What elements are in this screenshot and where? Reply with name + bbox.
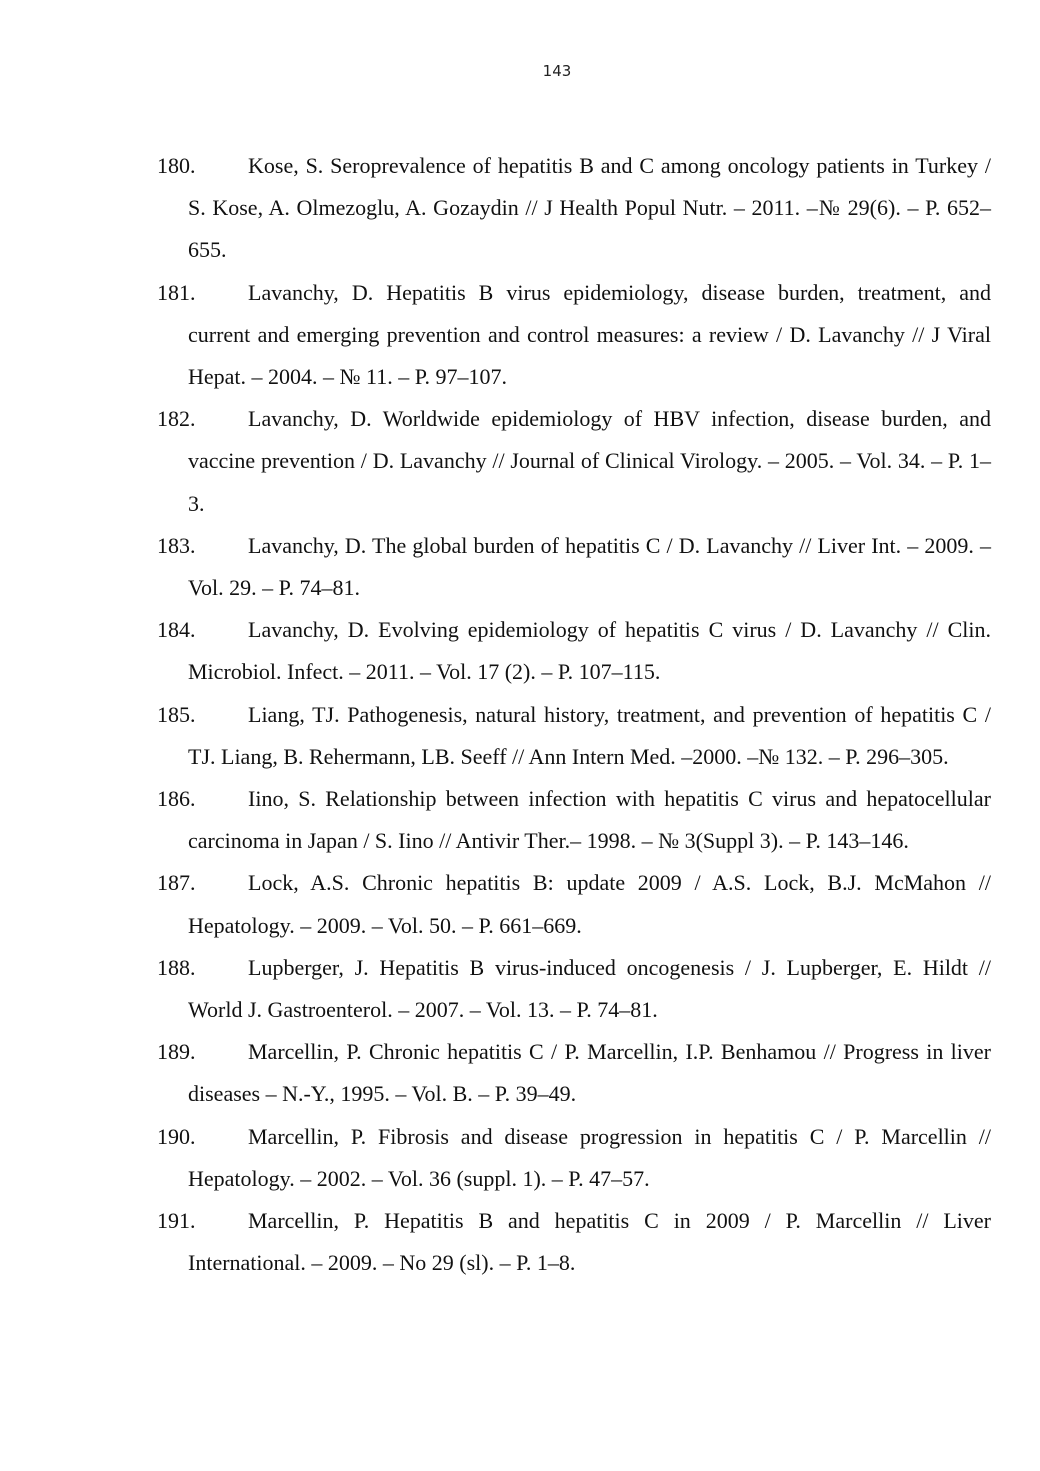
- reference-number: 187.: [157, 870, 196, 896]
- reference-item: [157, 778, 991, 862]
- page-number: 143: [542, 62, 572, 80]
- reference-item: [157, 272, 991, 399]
- reference-number: 182.: [157, 406, 196, 432]
- reference-number: 186.: [157, 786, 196, 812]
- reference-text: Lavanchy, D. The global burden of hepatitis C / D. Lavanchy // Liver Int. – 2009. – Vol. 29. – P. 74–81.: [188, 532, 991, 601]
- reference-item: [157, 1116, 991, 1200]
- reference-text: Lavanchy, D. Worldwide epidemiology of HBV infection, disease burden, and vaccine prevention / D. Lavanchy // Journal of Clinical Virology. – 2005. – Vol. 34. – P. 1–3.: [188, 406, 991, 516]
- reference-text: Marcellin, P. Hepatitis B and hepatitis C in 2009 / P. Marcellin // Liver International. – 2009. – No 29 (sl). – P. 1–8.: [188, 1208, 991, 1276]
- reference-item: [157, 398, 991, 525]
- reference-number: 188.: [157, 954, 196, 980]
- reference-item: [157, 694, 991, 778]
- reference-item: [157, 947, 991, 1031]
- reference-text: Liang, TJ. Pathogenesis, natural history, treatment, and prevention of hepatitis C / TJ. Liang, B. Rehermann, LB. Seeff // Ann Intern Med. –2000. –№ 132. – P. 296–305.: [188, 701, 991, 769]
- reference-number: 181.: [157, 279, 196, 305]
- reference-number: 190.: [157, 1123, 196, 1149]
- reference-number: 183.: [157, 532, 196, 558]
- reference-number: 180.: [157, 153, 196, 178]
- reference-list: [157, 145, 991, 1284]
- reference-item: [157, 1200, 991, 1284]
- reference-text: Lupberger, J. Hepatitis B virus-induced oncogenesis / J. Lupberger, E. Hildt // World J. Gastroenterol. – 2007. – Vol. 13. – P. 74–81.: [188, 954, 991, 1023]
- reference-number: 191.: [157, 1208, 196, 1234]
- reference-number: 184.: [157, 617, 196, 643]
- reference-text: Marcellin, P. Fibrosis and disease progression in hepatitis C / P. Marcellin // Hepatology. – 2002. – Vol. 36 (suppl. 1). – P. 47–57.: [188, 1123, 991, 1191]
- reference-item: [157, 1031, 991, 1115]
- reference-item: [157, 145, 991, 272]
- reference-text: Kose, S. Seroprevalence of hepatitis B and C among oncology patients in Turkey / S. Kose, A. Olmezoglu, A. Gozaydin // J Health Popul Nutr. – 2011. –№ 29(6). – P. 652–655.: [188, 153, 991, 263]
- reference-text: Marcellin, P. Chronic hepatitis C / P. Marcellin, I.P. Benhamou // Progress in liver diseases – N.-Y., 1995. – Vol. B. – P. 39–49.: [188, 1039, 991, 1107]
- reference-text: Lavanchy, D. Evolving epidemiology of hepatitis C virus / D. Lavanchy // Clin. Microbiol. Infect. – 2011. – Vol. 17 (2). – P. 107–115.: [188, 617, 991, 685]
- reference-text: Iino, S. Relationship between infection with hepatitis C virus and hepatocellular carcinoma in Japan / S. Iino // Antivir Ther.– 1998. – № 3(Suppl 3). – P. 143–146.: [188, 786, 991, 854]
- reference-number: 185.: [157, 701, 196, 727]
- reference-item: [157, 525, 991, 609]
- reference-item: [157, 609, 991, 693]
- reference-text: Lavanchy, D. Hepatitis B virus epidemiology, disease burden, treatment, and current and emerging prevention and control measures: a review / D. Lavanchy // J Viral Hepat. – 2004. – № 11. – P. 97–107.: [188, 279, 991, 390]
- reference-item: [157, 862, 991, 946]
- reference-text: Lock, A.S. Chronic hepatitis B: update 2009 / A.S. Lock, B.J. McMahon // Hepatology. – 2009. – Vol. 50. – P. 661–669.: [188, 870, 991, 938]
- reference-number: 189.: [157, 1039, 196, 1065]
